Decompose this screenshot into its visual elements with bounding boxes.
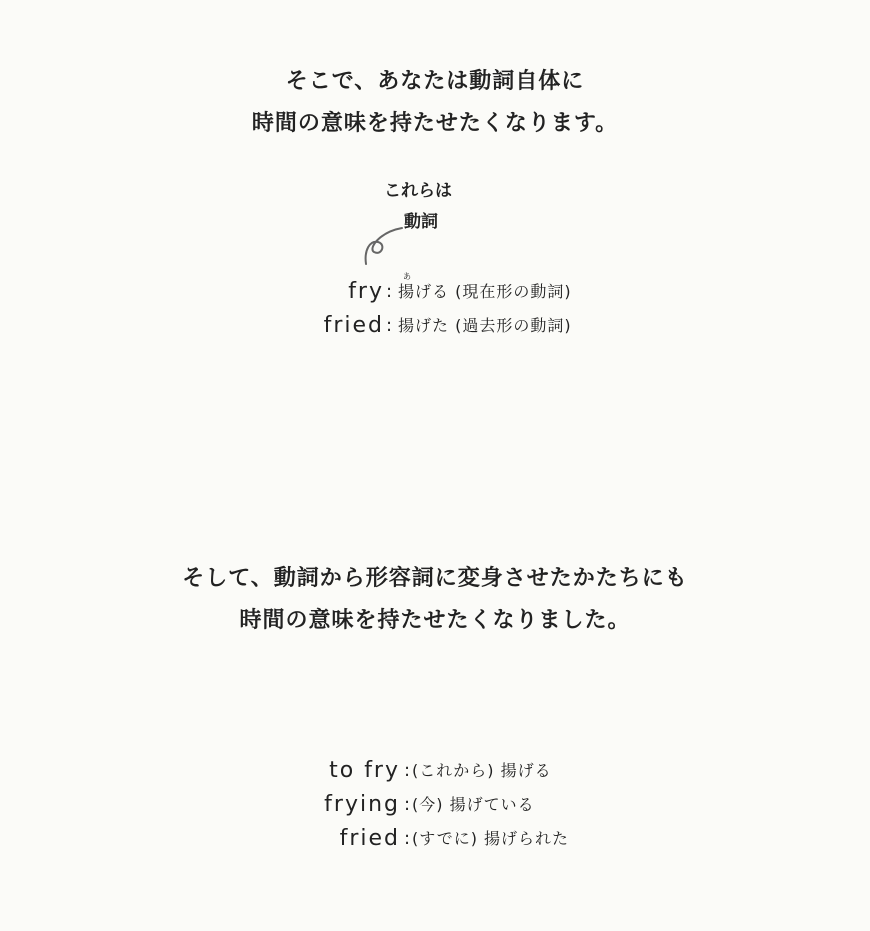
adjective-word: fried: [339, 826, 400, 851]
verb-word: fry: [348, 279, 384, 304]
separator-colon: :: [404, 794, 411, 815]
separator-colon: :: [404, 760, 411, 781]
section2-heading: [0, 558, 870, 642]
section1-heading-line-2: 時間の意味を持たせたくなります。: [251, 111, 619, 136]
verb-word: fried: [323, 313, 384, 338]
adjective-word: frying: [324, 792, 400, 817]
adjective-row-to-fry: [0, 756, 870, 790]
separator-colon: :: [386, 281, 393, 302]
verb-row-fried: [0, 311, 870, 345]
verb-meaning: 揚げた (過去形の動詞): [398, 316, 572, 335]
verb-meaning: 揚げる (現在形の動詞): [398, 282, 572, 301]
separator-colon: :: [404, 828, 411, 849]
adjective-meaning: (今) 揚げている: [412, 795, 535, 814]
section1-heading: [0, 61, 870, 145]
furigana: あ: [403, 272, 411, 281]
adjective-meaning: (すでに) 揚げられた: [412, 829, 570, 848]
separator-colon: :: [386, 315, 393, 336]
adjective-row-frying: [0, 790, 870, 824]
section1-heading-line-1: そこで、あなたは動詞自体に: [285, 69, 585, 94]
verb-row-fry: [0, 272, 870, 311]
verb-note-line-1: これらは: [384, 181, 452, 201]
adjective-meaning: (これから) 揚げる: [412, 761, 552, 780]
verb-note-line-2: 動詞: [404, 212, 438, 232]
section2-heading-line-2: 時間の意味を持たせたくなりました。: [239, 608, 631, 633]
section2-heading-line-1: そして、動詞から形容詞に変身させたかたちにも: [182, 566, 688, 591]
curl-arrow-icon: [360, 220, 410, 270]
adjective-word: to fry: [329, 758, 400, 783]
adjective-row-fried: [0, 824, 870, 858]
